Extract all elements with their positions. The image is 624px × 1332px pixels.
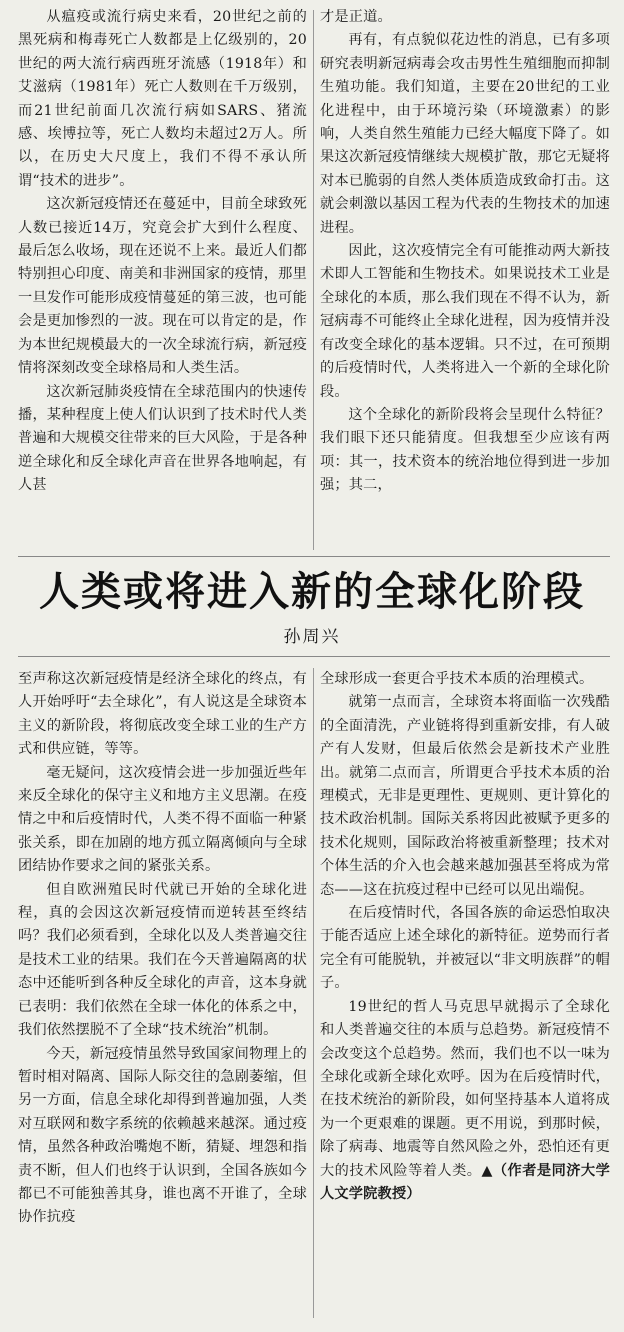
author-credit: （作者是同济大学人文学院教授） [320, 1162, 610, 1202]
article-byline: 孙周兴 [283, 627, 341, 647]
column-top-left [18, 6, 307, 498]
paragraph: 才是正道。 [320, 9, 392, 25]
column-top-right [320, 6, 610, 498]
headline-rule-top [18, 556, 610, 557]
paragraph: 今天，新冠疫情虽然导致国家间物理上的暂时相对隔离、国际人际交往的急剧萎缩，但另一方面，信息全球化却得到普遍加强，人类对互联网和数字系统的依赖越来越深。通过疫情，虽然各种政治嘴炮不断，猜疑、埋怨和指责不断，但人们也终于认识到，全国各族如今都已不可能独善其身，谁也离不开谁了，全球协作抗疫 [18, 1045, 307, 1226]
paragraph: 全球形成一套更合乎技术本质的治理模式。 [320, 671, 594, 687]
paragraph: 再有，有点貌似花边性的消息，已有多项研究表明新冠病毒会攻击男性生殖细胞而抑制生殖功能。我们知道，主要在20世纪的工业化进程中，由于环境污染（环境激素）的影响，人类自然生殖能力已经大幅度下降了。如果这次新冠疫情继续大规模扩散，那它无疑将对本已脆弱的自然人类体质造成致命打击。这就会刺激以基因工程为代表的生物技术的加速进程。 [320, 32, 610, 236]
column-bottom-right [320, 668, 610, 1206]
paragraph: 这个全球化的新阶段将会呈现什么特征？我们眼下还只能猜度。但我想至少应该有两项：其一，技术资本的统治地位得到进一步加强；其二， [320, 406, 610, 494]
column-bottom-left [18, 668, 307, 1230]
paragraph: 因此，这次疫情完全有可能推动两大新技术即人工智能和生物技术。如果说技术工业是全球化的本质，那么我们现在不得不认为，新冠病毒不可能终止全球化进程，因为疫情并没有改变全球化的基本逻辑。只不过，在可预期的后疫情时代，人类将进入一个新的全球化阶段。 [320, 243, 610, 400]
paragraph: 至声称这次新冠疫情是经济全球化的终点，有人开始呼吁“去全球化”，有人说这是全球资本主义的新阶段，将彻底改变全球工业的生产方式和供应链，等等。 [18, 671, 307, 758]
paragraph: 从瘟疫或流行病史来看，20世纪之前的黑死病和梅毒死亡人数都是上亿级别的，20世纪的两大流行病西班牙流感（1918年）和艾滋病（1981年）死亡人数则在千万级别，而21世纪前面几次流行病如SARS、猪流感、埃博拉等，死亡人数均未超过2万人。所以，在历史大尺度上，我们不得不承认所谓“技术的进步”。 [18, 9, 307, 189]
paragraph: 在后疫情时代，各国各族的命运恐怕取决于能否适应上述全球化的新特征。逆势而行者完全有可能脱轨，并被冠以“非文明族群”的帽子。 [320, 905, 610, 992]
paragraph: 就第一点而言，全球资本将面临一次残酷的全面清洗，产业链将得到重新安排，有人破产有人发财，但最后依然会是新技术产业胜出。就第二点而言，所谓更合乎技术本质的治理模式，无非是更理性、更规则、更计算化的技术政治机制。国际关系将因此被赋予更多的技术化规则，国际政治将被重新整理；技术对个体生活的介入也会越来越加强甚至将成为常态——这在抗疫过程中已经可以见出端倪。 [320, 694, 610, 898]
paragraph: 但自欧洲殖民时代就已开始的全球化进程，真的会因这次新冠疫情而逆转甚至终结吗？我们必须看到，全球化以及人类普遍交往是技术工业的结果。我们在今天普遍隔离的状态中还能听到各种反全球化的声音，这本身就已表明：我们依然在全球一体化的体系之中，我们依然摆脱不了全球“技术统治”机制。 [18, 881, 307, 1039]
column-divider [313, 10, 314, 550]
paragraph-final [320, 996, 610, 1207]
paragraph: 毫无疑问，这次疫情会进一步加强近些年来反全球化的保守主义和地方主义思潮。在疫情之中和后疫情时代，人类不得不面临一种紧张关系，即在加剧的地方孤立隔离倾向与全球团结协作要求之间的紧张关系。 [18, 764, 307, 875]
paragraph: 这次新冠疫情还在蔓延中，目前全球致死人数已接近14万，究竟会扩大到什么程度、最后怎么收场，现在还说不上来。最近人们都特别担心印度、南美和非洲国家的疫情，那里一旦发作可能形成疫情蔓延的第三波，也可能会是更加惨烈的一波。现在可以肯定的是，作为本世纪规模最大的一次全球流行病，新冠疫情将深刻改变全球格局和人类生活。 [18, 196, 307, 377]
headline-rule-bottom [18, 656, 610, 657]
paragraph-text: 19世纪的哲人马克思早就揭示了全球化和人类普遍交往的本质与总趋势。新冠疫情不会改变这个总趋势。然而，我们也不以一味为全球化或新全球化欢呼。因为在后疫情时代，在技术统治的新阶段，如何坚持基本人道将成为一个更艰难的课题。更不用说，到那时候，除了病毒、地震等自然风险之外，恐怕还有更大的技术风险等着人类。▲ [320, 998, 610, 1179]
paragraph: 这次新冠肺炎疫情在全球范围内的快速传播，某种程度上使人们认识到了技术时代人类普遍和大规模交往带来的巨大风险，于是各种逆全球化和反全球化声音在世界各地响起，有人甚 [18, 383, 307, 494]
column-divider [313, 668, 314, 1318]
article-headline: 人类或将进入新的全球化阶段 [39, 569, 585, 615]
